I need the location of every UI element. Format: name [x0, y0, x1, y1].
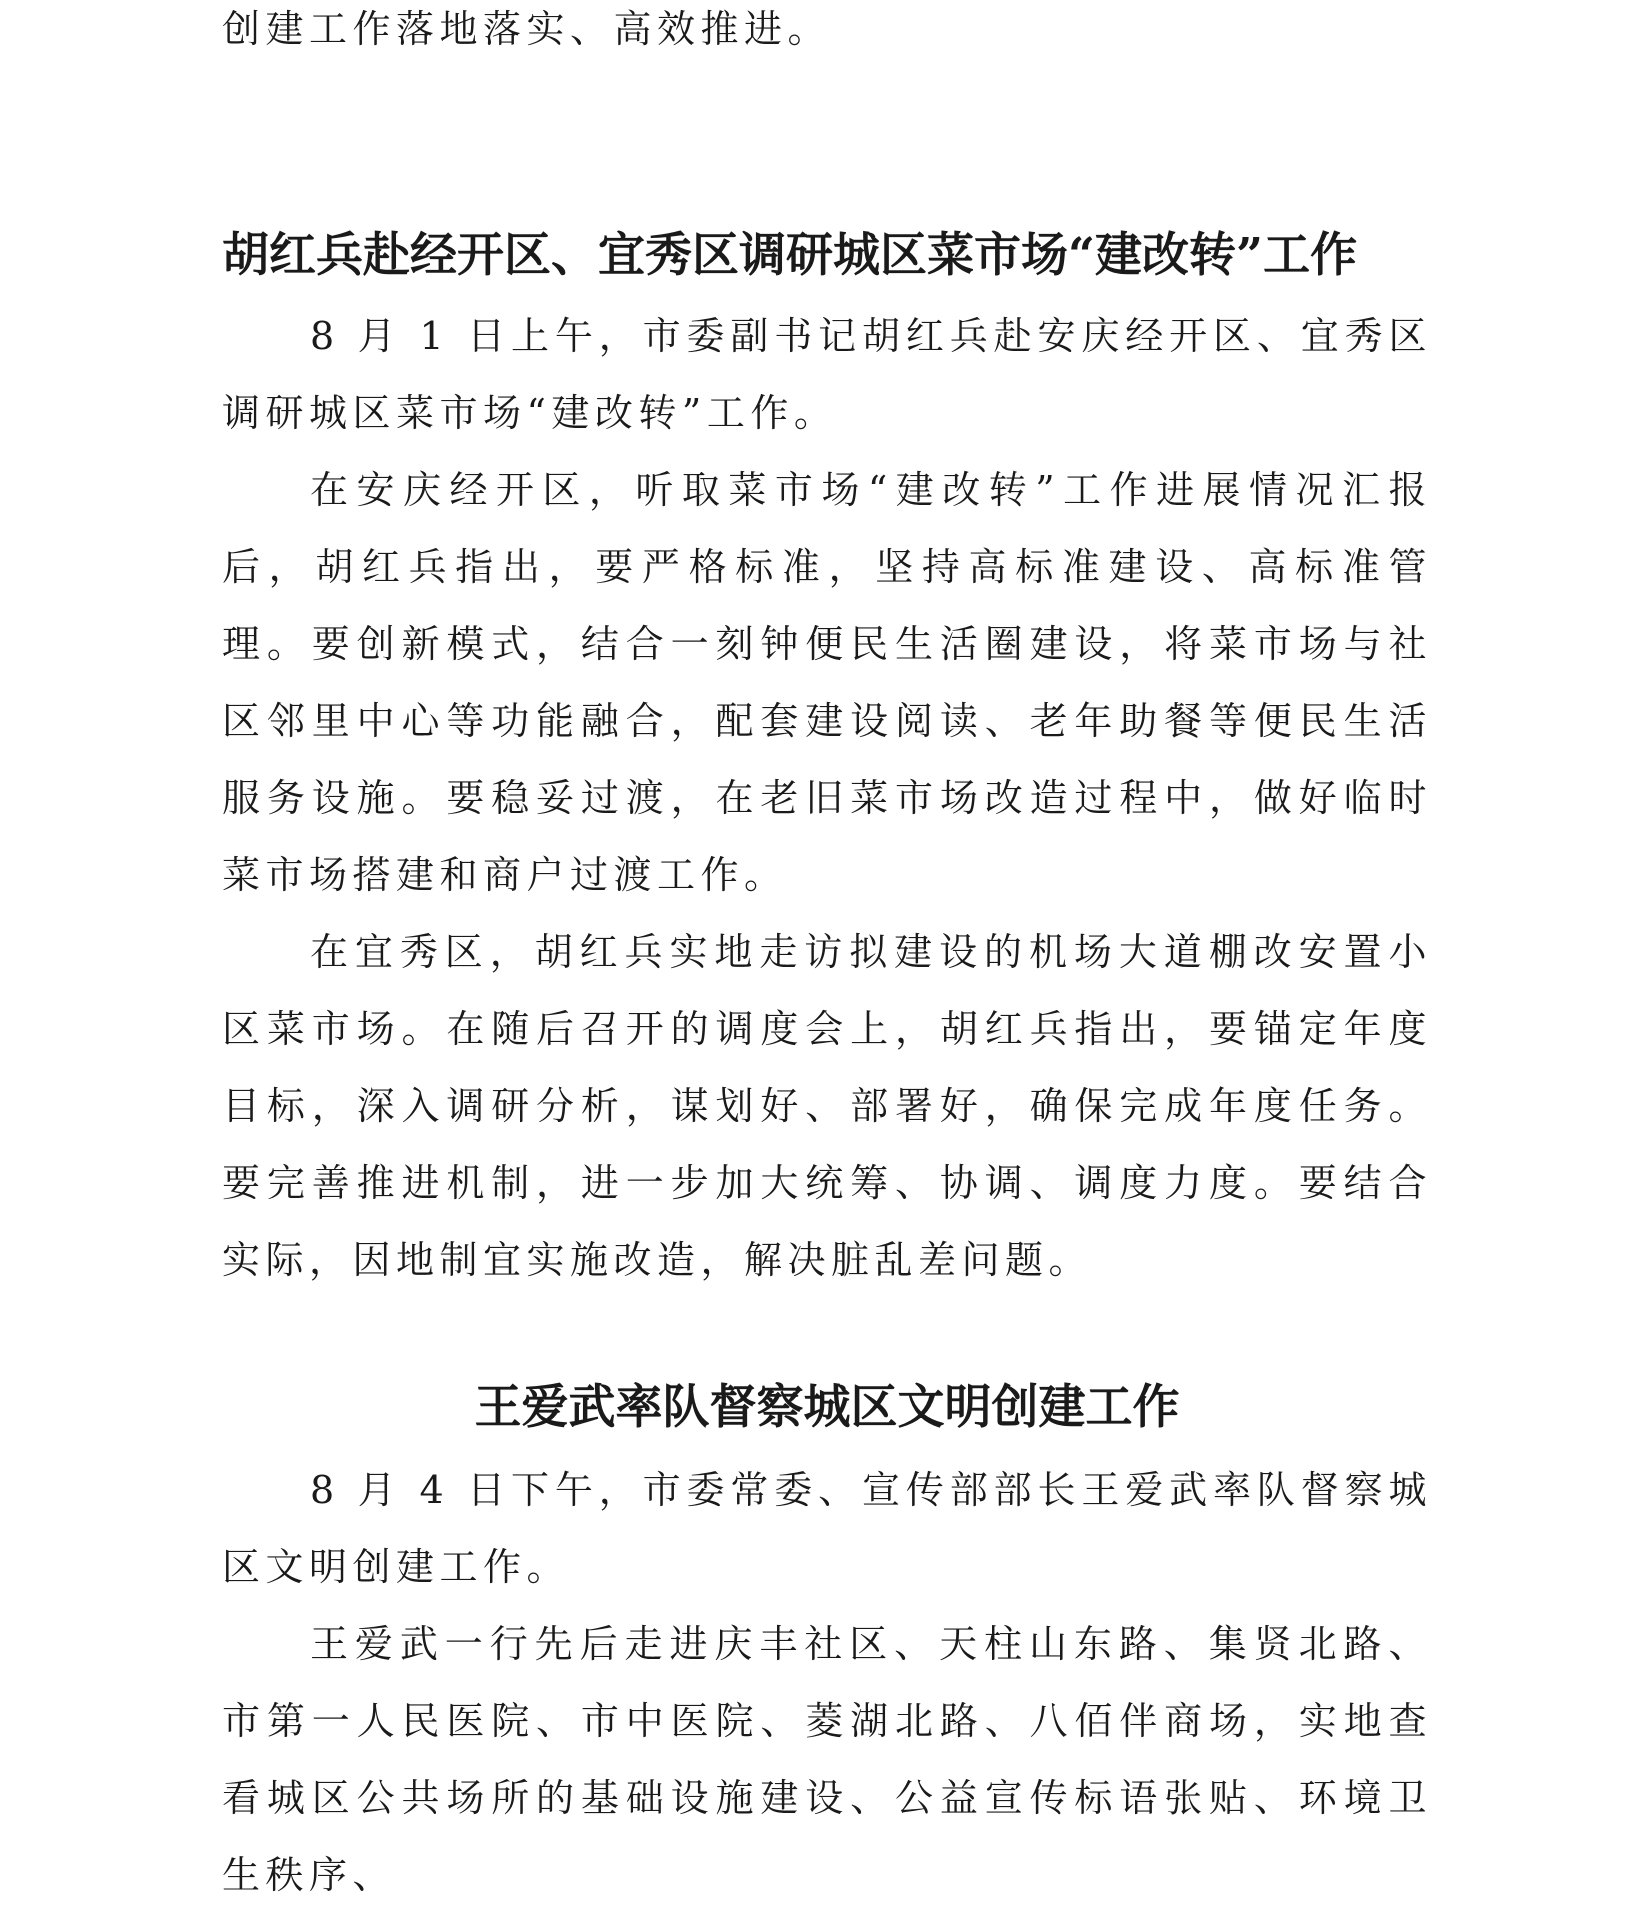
previous-article-tail	[222, 0, 1432, 68]
paragraph: 在宜秀区，胡红兵实地走访拟建设的机场大道棚改安置小区菜市场。在随后召开的调度会上，胡红兵指出，要锚定年度目标，深入调研分析，谋划好、部署好，确保完成年度任务。要完善推进机制，进一步加大统筹、协调、调度力度。要结合实际，因地制宜实施改造，解决脏乱差问题。	[222, 930, 1432, 1282]
article-title: 王爱武率队督察城区文明创建工作	[474, 1380, 1180, 1435]
article-body	[222, 298, 1432, 1299]
paragraph: 王爱武一行先后走进庆丰社区、天柱山东路、集贤北路、市第一人民医院、市中医院、菱湖北路、八佰伴商场，实地查看城区公共场所的基础设施建设、公益宣传标语张贴、环境卫生秩序、	[222, 1622, 1432, 1897]
article-body	[222, 1452, 1432, 1914]
article-title: 胡红兵赴经开区、宜秀区调研城区菜市场“建改转”工作	[222, 228, 1358, 283]
paragraph: 8 月 4 日下午，市委常委、宣传部部长王爱武率队督察城区文明创建工作。	[222, 1468, 1432, 1589]
paragraph: 在安庆经开区，听取菜市场“建改转”工作进展情况汇报后，胡红兵指出，要严格标准，坚持高标准建设、高标准管理。要创新模式，结合一刻钟便民生活圈建设，将菜市场与社区邻里中心等功能融合，配套建设阅读、老年助餐等便民生活服务设施。要稳妥过渡，在老旧菜市场改造过程中，做好临时菜市场搭建和商户过渡工作。	[222, 468, 1432, 897]
paragraph: 创建工作落地落实、高效推进。	[222, 7, 832, 51]
paragraph: 8 月 1 日上午，市委副书记胡红兵赴安庆经开区、宜秀区调研城区菜市场“建改转”工作。	[222, 314, 1432, 435]
